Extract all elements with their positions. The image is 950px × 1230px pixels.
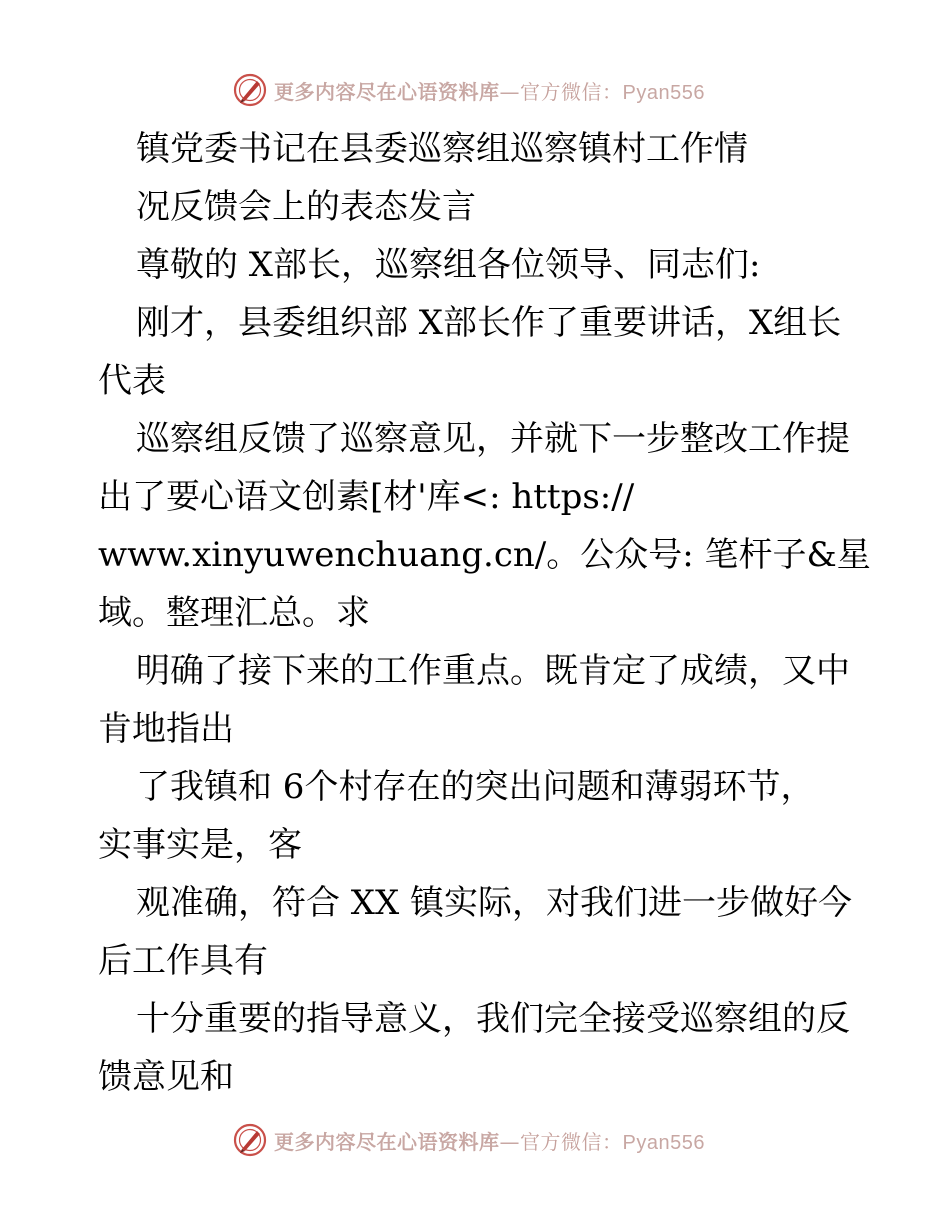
doc-title-line-2: 况反馈会上的表态发言 (136, 187, 476, 227)
paragraph-line: www.xinyuwenchuang.cn/。公众号: 笔杆子&星 (98, 535, 871, 575)
salutation: 尊敬的 X部长，巡察组各位领导、同志们: (136, 245, 761, 285)
paragraph-line: 代表 (98, 361, 166, 401)
watermark-site-name: 更多内容尽在心语资料库 (274, 79, 500, 104)
watermark-wechat-id: Pyan556 (622, 1131, 705, 1154)
paragraph-line: 域。整理汇总。求 (98, 593, 370, 633)
watermark-wechat-label: 官方微信： (520, 1129, 623, 1154)
paragraph-line: 十分重要的指导意义，我们完全接受巡察组的反 (136, 999, 850, 1039)
watermark-wechat-label: 官方微信： (520, 79, 623, 104)
paragraph-line: 馈意见和 (98, 1057, 234, 1097)
paragraph-line: 实事实是，客 (98, 825, 302, 865)
paragraph-line: 巡察组反馈了巡察意见，并就下一步整改工作提 (136, 419, 850, 459)
pen-logo-icon (232, 72, 268, 108)
watermark-site-name: 更多内容尽在心语资料库 (274, 1129, 500, 1154)
header-watermark (0, 70, 950, 110)
watermark-dash: — (499, 1129, 520, 1154)
paragraph-line: 了我镇和 6个村存在的突出问题和薄弱环节， (136, 767, 815, 807)
paragraph-line: 出了要心语文创素[材'库<: https:// (98, 477, 635, 517)
doc-title-line-1: 镇党委书记在县委巡察组巡察镇村工作情 (136, 129, 748, 169)
paragraph-line: 后工作具有 (98, 941, 268, 981)
pen-logo-icon (232, 1122, 268, 1158)
watermark-wechat-id: Pyan556 (622, 81, 705, 104)
paragraph-line: 明确了接下来的工作重点。既肯定了成绩，又中 (136, 651, 850, 691)
watermark-dash: — (499, 79, 520, 104)
paragraph-line: 刚才，县委组织部 X部长作了重要讲话，X组长 (136, 303, 842, 343)
paragraph-line: 观准确，符合 XX 镇实际，对我们进一步做好今 (136, 883, 853, 923)
footer-watermark (0, 1120, 950, 1160)
paragraph-line: 肯地指出 (98, 709, 234, 749)
